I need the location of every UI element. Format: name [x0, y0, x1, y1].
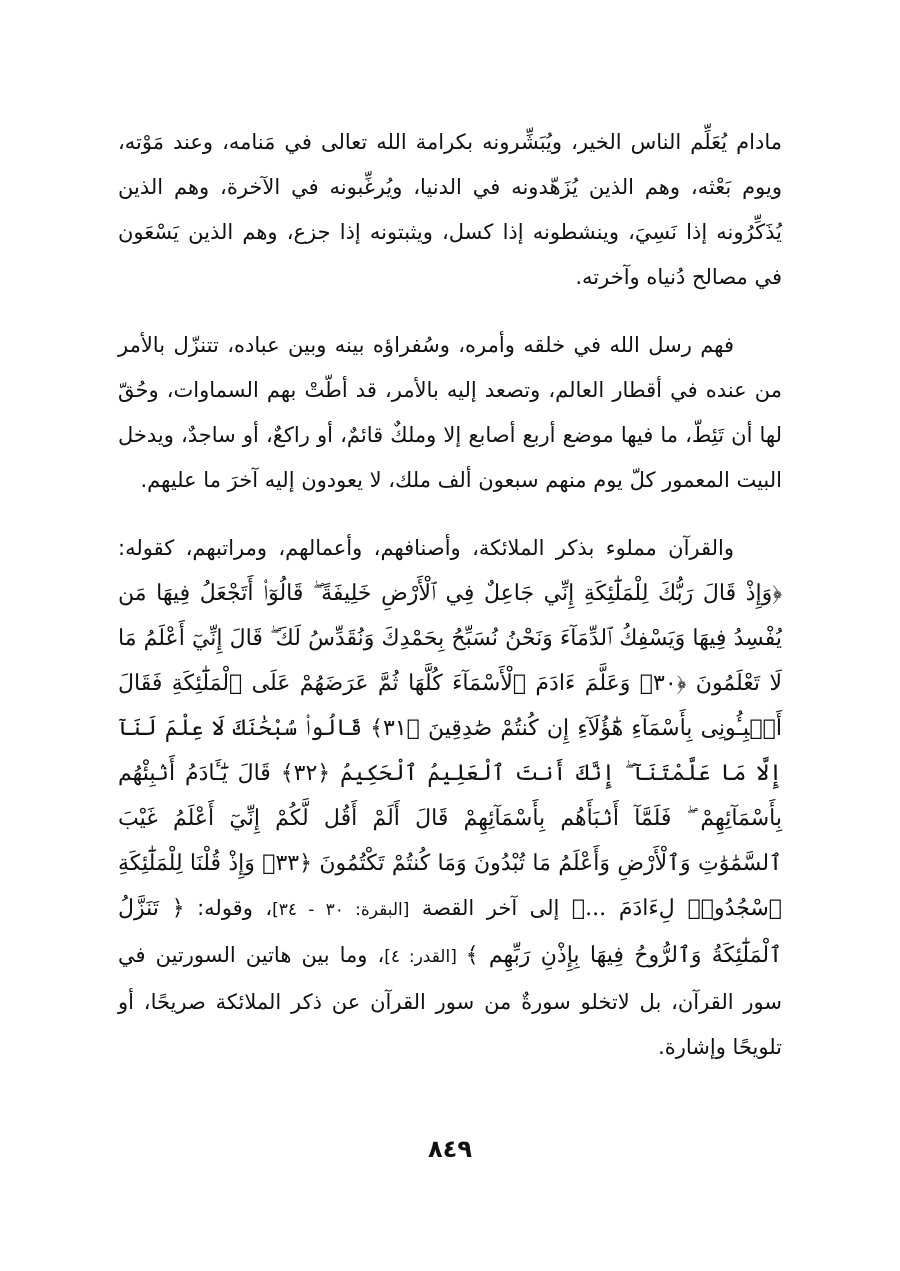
paragraph-3-mid-1: إلى آخر القصة	[409, 896, 572, 920]
paragraph-3	[118, 526, 782, 1070]
paragraph-2	[118, 323, 782, 503]
quran-quote-qadr: ﴿ تَنَزَّلُ ٱلْمَلَٰٓئِكَةُ وَٱلرُّوحُ فِيهَا بِإِذْنِ رَبِّهِم ﴾	[118, 896, 782, 968]
paragraph-3-intro: والقرآن مملوء بذكر الملائكة، وأصنافهم، وأعمالهم، ومراتبهم، كقوله:	[118, 536, 734, 560]
verse-reference-qadr: [القدر: ٤]	[384, 947, 466, 967]
verse-reference-baqarah: [البقرة: ٣٠ - ٣٤]	[272, 900, 410, 920]
paragraph-1-text: مادام يُعَلِّم الناس الخير، ويُبَشِّرونه بكرامة الله تعالى في مَنامه، وعند مَوْته، ويوم بَعْثه، وهم الذين يُزَهّدونه في الدنيا، ويُرغِّبونه في الآخرة، وهم الذين يُذَكِّرُونه إذا نَسِيَ، وينشطونه إذا كسل، ويثبتونه إذا جزع، وهم الذين يَسْعَون في مصالح دُنياه وآخرته.	[118, 130, 782, 289]
body-text	[118, 120, 782, 1070]
paragraph-3-mid-2: ، وقوله:	[184, 896, 273, 920]
quran-quote-baqarah: ﴿وَإِذْ قَالَ رَبُّكَ لِلْمَلَٰٓئِكَةِ إِنِّي جَاعِلٌ فِي ٱلْأَرْضِ خَلِيفَةً ۖ قَالُوٓا۟ أَتَجْعَلُ فِيهَا مَن يُفْسِدُ فِيهَا وَيَسْفِكُ ٱلدِّمَآءَ وَنَحْنُ نُسَبِّحُ بِحَمْدِكَ وَنُقَدِّسُ لَكَ ۖ قَالَ إِنِّيٓ أَعْلَمُ مَا لَا تَعْلَمُونَ ﴿٣٠﴾ وَعَلَّمَ ءَادَمَ ٱلْأَسْمَآءَ كُلَّهَا ثُمَّ عَرَضَهُمْ عَلَى ٱلْمَلَٰٓئِكَةِ فَقَالَ أَنۢبِـُٔونِى بِأَسْمَآءِ هَٰٓؤُلَآءِ إِن كُنتُمْ صَٰدِقِينَ ﴿٣١﴾ قَالُوا۟ سُبْحَٰنَكَ لَا عِلْمَ لَنَآ إِلَّا مَا عَلَّمْتَنَآ ۖ إِنَّكَ أَنتَ ٱلْعَلِيمُ ٱلْحَكِيمُ ﴿٣٢﴾ قَالَ يَٰٓـَٔادَمُ أَنۢبِئْهُم بِأَسْمَآئِهِمْ ۖ فَلَمَّآ أَنۢبَأَهُم بِأَسْمَآئِهِمْ قَالَ أَلَمْ أَقُل لَّكُمْ إِنِّيٓ أَعْلَمُ غَيْبَ ٱلسَّمَٰوَٰتِ وَٱلْأَرْضِ وَأَعْلَمُ مَا تُبْدُونَ وَمَا كُنتُمْ تَكْتُمُونَ ﴿٣٣﴾ وَإِذْ قُلْنَا لِلْمَلَٰٓئِكَةِ ٱسْجُدُوا۟ لِءَادَمَ ...﴾	[118, 581, 783, 921]
paragraph-1	[118, 120, 782, 300]
page-number: ٨٤٩	[428, 1135, 472, 1163]
paragraph-3-outro: ، وما بين هاتين السورتين في سور القرآن، بل لاتخلو سورةٌ من سور القرآن عن ذكر الملائكة صريحًا، أو تلويحًا وإشارة.	[118, 943, 782, 1059]
paragraph-2-text: فهم رسل الله في خلقه وأمره، وسُفراؤه بينه وبين عباده، تتنزّل بالأمر من عنده في أقطار العالم، وتصعد إليه بالأمر، قد أطّتْ بهم السماوات، وحُقّ لها أن تَئِطّ، ما فيها موضع أربع أصابع إلا وملكٌ قائمٌ، أو راكعٌ، أو ساجدٌ، ويدخل البيت المعمور كلّ يوم منهم سبعون ألف ملك، لا يعودون إليه آخرَ ما عليهم.	[118, 333, 782, 492]
